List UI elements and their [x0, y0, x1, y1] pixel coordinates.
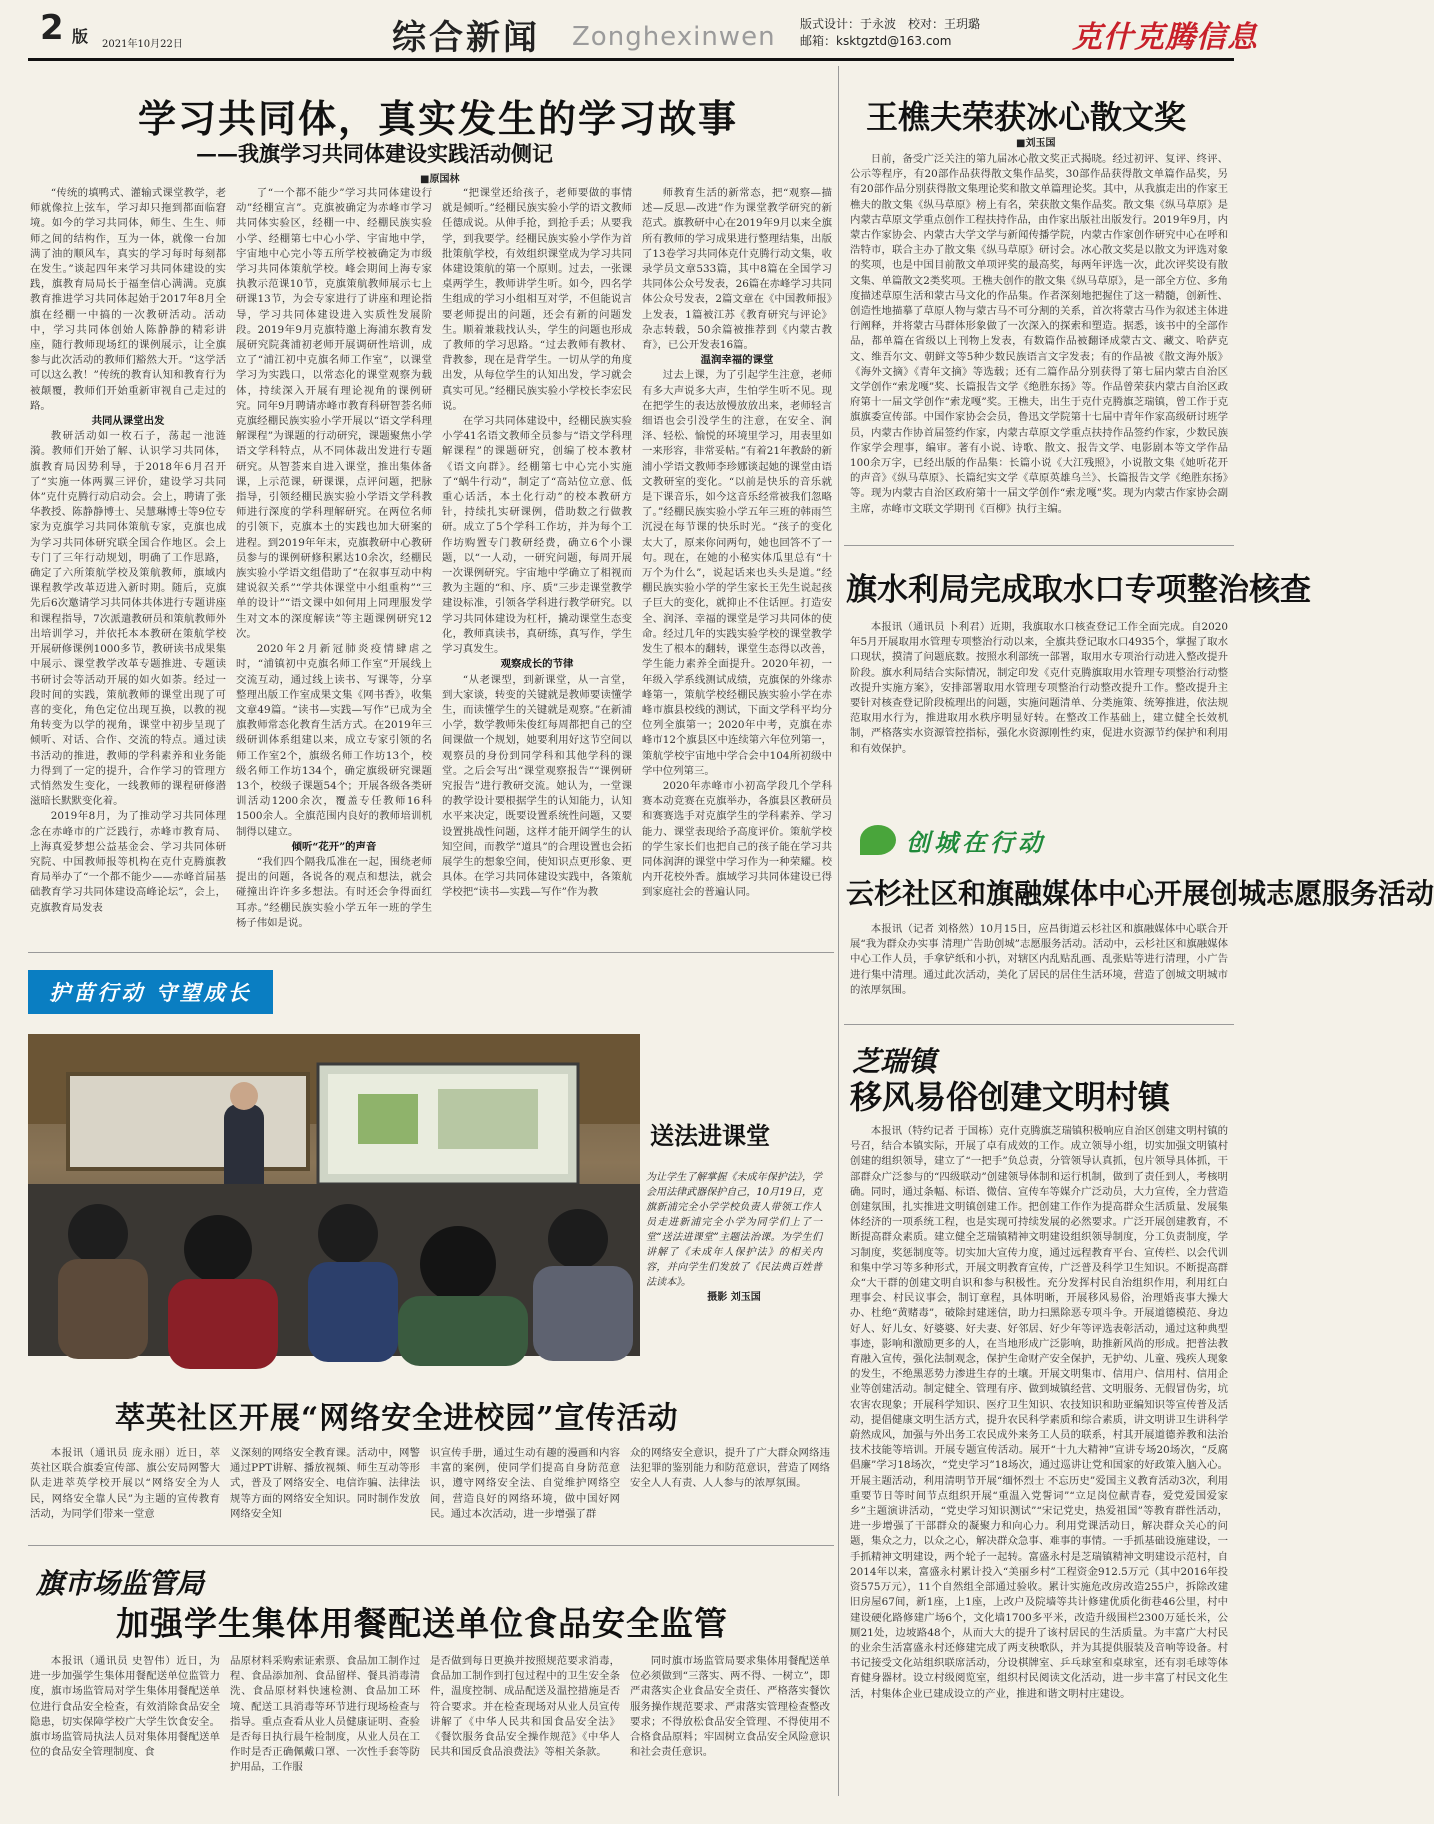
paragraph: 本报讯（通讯员 庞永丽）近日，萃英社区联合旗委宣传部、旗公安局网警大队走进萃英学校开展以“网络安全为人民，网络安全靠人民”为主题的宣传教育活动，为同学们带来一堂意 — [30, 1447, 220, 1520]
article-column — [230, 1446, 420, 1538]
section-banner: 护苗行动 守望成长 — [28, 970, 273, 1014]
paragraph: 识宣传手册，通过生动有趣的漫画和内容丰富的案例，使同学们提高自身防范意识，遵守网络安全法、自觉维护网络空间，营造良好的网络环境，做中国好网民。通过本次活动，进一步增强了群 — [430, 1447, 620, 1520]
paragraph: 本报讯（通讯员 史智伟）近日，为进一步加强学生集体用餐配送单位监管力度，旗市场监管局对学生集体用餐配送单位进行食品安全检查，有效消除食品安全隐患，切实保障学校广大学生饮食安全。旗市场监管局执法人员对集体用餐配送单位的食品安全管理制度、食 — [30, 1655, 220, 1759]
caption-text: 为让学生了解掌握《未成年保护法》，学会用法律武器保护自己，10月19日，克旗新浦完全小学学校负责人带领工作人员走进新浦完全小学为同学们上了一堂“送法进课堂”主题法治课。为学生们讲解了《未成年人保护法》的相关内容，并向学生们发放了《民法典百姓普法读本》。 — [646, 1172, 822, 1288]
paragraph: 同时旗市场监管局要求集体用餐配送单位必须做到“三落实、两不得、一树立”，即严肃落实企业食品安全责任、严格落实餐饮服务操作规范要求、严肃落实管理检查整改要求；不得放松食品安全管理、不得使用不合格食品原料；牢固树立食品安全风险意识和社会责任意识。 — [630, 1655, 830, 1759]
article-title: 移风易俗创建文明村镇 — [850, 1078, 1171, 1116]
paragraph: 义深刻的网络安全教育课。活动中，网警通过PPT讲解、播放视频、师生互动等形式，普及了网络安全、电信诈骗、法律法规等方面的网络安全知识。同时制作发放网络安全知 — [230, 1447, 420, 1520]
paragraph: 过去上课，为了引起学生注意，老师有多大声说多大声，生怕学生听不见。现在把学生的表达放慢放放出来，老师轻言细语也会引没学生的注意，在安全、润泽、轻松、愉悦的环境里学习，用表里如一来形容，非常妥帖。”有着21年教龄的新浦小学语文教师李珍娜谈起她的课堂由语文教研室的变化。“以前是快乐的音乐就是下课音乐，如今这音乐经常被我们忽略了。”经棚民族实验小学五年三班的韩雨竺沉浸在每节课的快乐时光。“孩子的变化太大了，原来你问两句，她也回答不了一句。现在，在她的小秘实体瓜里总有“十万个为什么”，说起话来也头头是道。”经棚民族实验小学的学生家长王先生说起孩子巨大的变化，就抑止不住话匣。打造安全、润泽、幸福的课堂是学习共同体的使命。经过几年的实践实验学校的课堂教学发生了根本的翻转，课堂生态得以改善，学生能力素养全面提升。2020年初，一年级入学系线测试成绩，克旗保的外缘赤峰第一，策航学校经棚民族实验小学在赤峰市旗县校线的测试，下面文学科平均分位列全旗第一；2020年中考，克旗在赤峰市12个旗县区中连续第六年位列第一，策航学校宇宙地中学合会中104所初级中学中位列第三。 — [642, 369, 832, 777]
leaf-icon — [860, 825, 896, 855]
article-column — [442, 186, 632, 942]
paragraph: 师教育生活的新常态，把“观察—描述—反思—改进”作为课堂教学研究的新范式。旗教研中心在2019年9月以来全旗所有教师的学习成果进行整理结集，出版了13卷学习共同体克什克腾行动文集，收录学员文章533篇，其中8篇在全国学习共同体公众号发表，26篇在赤峰学习共同体公众号发表，2篇文章在《中国教师报》上发表，1篇被江苏《教育研究与评论》杂志转载，50余篇被推荐到《内蒙古教育》，已公开发表16篇。 — [642, 187, 832, 352]
subheading: 观察成长的节律 — [500, 658, 574, 671]
article-body — [850, 620, 1228, 806]
subheading: 倾听“花开”的声音 — [291, 840, 377, 853]
editor-info — [800, 16, 980, 50]
photo-caption — [646, 1170, 822, 1305]
article-column — [30, 1654, 220, 1794]
article-title: 旗水利局完成取水口专项整治核查 — [846, 572, 1311, 608]
paragraph: 是否做到每日更换并按照规范要求消毒，食品加工制作到打包过程中的卫生安全条件，温度控制、成品配送及温控措施是否符合要求。并在检查现场对从业人员宣传讲解了《中华人民共和国食品安全法》《餐饮服务食品安全操作规范》《中华人民共和国反食品浪费法》等相关条款。 — [430, 1655, 620, 1759]
design-credit: 版式设计：于永波 校对：王玥璐 — [800, 17, 981, 31]
paragraph: 了“一个都不能少”学习共同体建设行动”经棚宣言”。克旗被确定为赤峰市学习共同体实验区，经棚一中、经棚民族实验小学、经棚第七中心小学、宇宙地中学，宇宙地中心完小等五所学校被确定为市级学习共同体策航学校。峰会期间上海专家执教示范课10节，克旗策航教师展示七上研课13节，为会专家进行了讲座和理论指导，学习共同体建设进入实质性发展阶段。2019年9月克旗特邀上海浦东教育发展研究院龚浦初老师开展调研性培训，成立了“浦江初中克旗名师工作室”，以课堂学习为实践口，以常态化的课堂观察为载体，持续深入开展有理论视角的课例研究。同年9月聘请赤峰市教育科研智荟名师克旗经棚民族实验小学开展以“语文学科理解课程”为课题的行动研究，课题聚焦小学语文学科特点，从不同体裁出发进行专题研究。从智荟来自进入课堂，推出集体备课，上示范课，研课课，点评问题，把脉指导，引领经棚民族实验小学语文学科教师进行深度的学科理解研究。在两位名师的引领下，克旗本土的实践也加大研案的进程。到2019年年末，克旗教研中心教研员参与的课例研修积累达10余次，经棚民族实验小学语文组借助了“在叙事互动中构建说叙关系”“学共体课堂中小组重构”“三单的设计”“语文课中如何用上同理服发学生对文本的深度解读”等主题课例研究12次。 — [236, 187, 432, 640]
article-column — [230, 1654, 420, 1794]
section-title: 综合新闻 — [392, 18, 540, 58]
paragraph: 2020年2月新冠肺炎疫情肆虐之时，“浦镇初中克旗名师工作室”开展线上交流互动，通过线上读书、写课等，分享整理出版工作室成果文集《网书香》，收集文章49篇。“读书—实践—写作”已成为全旗教师常态化教育生活方式。在2019年三级研训体系组建以来，成立专家引领的名师工作室2个，旗级名师工作坊13个，校级名师工作坊134个，确定旗级研究课题13个，校级子课题54个；开展各级各类研训活动1200余次，覆盖专任教师16科1500余人。全旗范围内良好的教师培训机制得以建立。 — [236, 643, 432, 838]
paragraph: 在学习共同体建设中，经棚民族实验小学41名语文教师全员参与“语文学科理解课程”的课题研究，创编了校本教材《语文向群》。经棚第七中心完小实施了“蜗牛行动”，制定了“高站位立意、低重心话活，本土化行动”的校本教研方针，持续扎实研课例，借助数之行做教研。成立了5个学科工作坊，并为每个工作坊购置专门教研经费，确立6个小课题，以“一人动，一研究问题，每周开展一次课例研究。宇宙地中学确立了相视而教为主题的“和、序、质”三步走课堂教学建设标准，引领各学科进行教学研究。以学习共同体建设为杠杆，撬动课堂生态变化，教师真读书，真研练，真写作，学生学习真发生。 — [442, 415, 632, 656]
article-title: 学习共同体，真实发生的学习故事 — [138, 96, 739, 141]
paragraph: 本报讯（特约记者 于国栋）克什克腾旗芝瑞镇积极响应自治区创建文明村镇的号召，结合本镇实际，开展了卓有成效的工作。成立领导小组，切实加强文明镇村创建的组织领导，建立了“一把手”负总责，分管领导认真抓，包片领导具体抓，干部群众广泛参与的“四级联动”创建领导体制和运行机制，做到了责任到人，考核明确。同时，通过条幅、标语、微信、宣传车等媒介广泛动员，大力宣传，全力营造创建氛围，扎实推进文明镇创建工作。把创建工作作为提高群众生活质量、发展集体经济的一项系统工程，也是实现可持续发展的必然要求。广泛开展创建教育，不断提高群众素质。建立健全芝瑞镇精神文明建设组织领导制度，分工负责制度，学习制度，奖惩制度等。切实加大宣传力度，通过远程教育平台、宣传栏、以会代训和集中学习等多种形式，开展文明教育宣传，广泛普及科学卫生知识。不断提高群众“大干群的创建文明自识和参与积极性。充分发挥村民自治组织作用，利用红白理事会、村民议事会，制订章程，具体明晰，开展移风易俗，治理婚丧事大操大办、杜绝“黄赌毒”，破除封建迷信，助力扫黑除恶专项斗争。开展道德模范、身边好人、好儿女、好婆婆、好夫妻、好邻居、好少年等评选表彰活动，通过这种典型事迹，影响和激励更多的人，在当地形成广泛影响，助推新风尚的形成。把普法教育融入宣传，强化法制观念，保护生命财产安全保护，无护幼、儿童、残疾人现象的发生，不绝黑恶势力渗进生存的土壤。开展文明集市、信用户、信用村、信用企业等创建活动。制定健全、管理有序、做到城镇经营、文明服务、无假冒伪劣，坑农害农现象；开展科学知识、医疗卫生知识、农技知识和助亚编知识等宣传普及活动，提倡健康文明生活方式，提升农民科学素质和综合素质，讲文明讲卫生讲科学蔚然成风，加强与外出务工农民成外来务工人员的联系，村其开展道德养教和法治技术技能等培训。开展专题宣传活动。展开“十九大精神”宣讲专场20场次，“反腐倡廉”学习18场次，“党史学习”18场次，通过巡讲让党和国家的好政策入脑入心。开展主题活动，利用清明节开展“缅怀烈士 不忘历史”爱国主义教育活动3次，利用重要节日等时间节点组织开展“重温入党誓词”“立足岗位献青春，爱党爱国爱家乡”主题演讲活动，“党史学习知识测试”“宋记党史，热爱祖国”等教育群性活动，进一步增强了干部群众的凝聚力和向心力。利用党课活动日，解决群众关心的问题，集众之力，以众之心，解决群众急事、难事的事情。一手抓基础设施建设，一手抓精神文明建设，两个轮子一起转。富盛永村是芝瑞镇精神文明建设示范村，自2014年以来，富盛永村累计投入“美丽乡村”工程资金912.5万元（其中2016年投资575万元），11个自然组全部通过验收。累计实施危改房改造255户，拆除改建旧房屋67间，新1座，上1座，上改户及院墙等共计修建优质化街巷46公里，村中建设硬化路修建广场6个，文化墙1700多平米，改造升级围栏2300万延长米，公厕21处，边坡路48个，从而大大的提升了该村居民的生活质量。为丰富广大村民的业余生活富盛永村还修建完成了两支秧歌队，并为其提供服装及音响等设备。村书记接受文化站组织联席活动，分设棋牌室、乒乓球室和桌球室，还有羽毛球等体育健身器材。设立村级阅览室，组织村民阅读文化活动，进一步丰富了村民文化生活，村集体企业已建成设立的产业，推进和谐文明村庄建设。 — [850, 1125, 1228, 1700]
paragraph: 众的网络安全意识，提升了广大群众网络违法犯罪的鉴别能力和防范意识，营造了网络安全人人有责、人人参与的浓厚氛围。 — [630, 1447, 830, 1490]
header-rule — [28, 58, 1234, 61]
photo-credit: 摄影 刘玉国 — [707, 1292, 761, 1303]
page-number: 2 — [40, 8, 64, 48]
article-byline: ■原国林 — [420, 174, 460, 185]
subheading: 共同从课堂出发 — [91, 415, 165, 428]
section-banner — [860, 818, 1190, 862]
section-divider — [28, 1545, 834, 1546]
paragraph: 日前，备受广泛关注的第九届冰心散文奖正式揭晓。经过初评、复评、终评、公示等程序，有20部作品获得散文集作品奖，30部作品获得散文单篇作品奖，另有20部作品分别获得散文集理论奖和散文单篇理论奖。其中，从我旗走出的作家王樵夫的散文集《纵马草原》榜上有名，荣获散文集作品奖。散文集《纵马草原》是内蒙古草原文学重点创作工程扶持作品，由作家出版社出版发行。2019年9月，内蒙古作家协会、内蒙古大学文学与新闻传播学院，内蒙古作家创作研究中心在呼和浩特市，联合主办了散文集《纵马草原》研讨会。冰心散文奖是以散文为评选对象的奖项，也是中国目前散文单项评奖的最高奖，每两年评选一次，此次评奖设有散文集、单篇散文2类奖项。王樵夫创作的散文集《纵马草原》，是一部全方位、多角度描述草原生活和蒙古马文化的作品集。作者深刻地把握住了这一精髓，创新性、创造性地描摹了草原人物与蒙古马不可分割的关系，首次将蒙古马作为叙述主体进行阐释，并将蒙古马群体形象做了一次深入的探索和塑造。据悉，该书中的全部作品，都单篇在省级以上刊物上发表，有数篇作品被翻译成蒙古文、藏文、哈萨克文、维吾尔文、朝鲜文等5种少数民族语言文字发表；有的作品被《散文海外版》《海外文摘》《青年文摘》等选载；还有二篇作品分别获得了第七届内蒙古自治区文学创作“索龙嘎”奖、长篇报告文学《绝胜东扬》等。作品曾荣获内蒙古自治区政府第十一届文学创作“索龙嘎”奖。王樵夫，出生于克什克腾旗芝瑞镇，曾工作于克旗旗委宣传部。中国作家协会会员，鲁迅文学院第十七届中青年作家高级研讨班学员，内蒙古作协首届签约作家，内蒙古草原文学重点扶持作品签约作家，少数民族作家学会理事，编审。著有小说、诗歌、散文、报告文学、电影剧本等文学作品100余万字，已经出版的作品集：长篇小说《大江残照》，小说散文集《她听花开的声音》《纵马草原》、长篇纪实文学《草原英雄乌兰》、长篇报告文学《绝胜东扬》等。现为内蒙古自治区政府第十一届文学创作“索龙嘎”奖。现为内蒙古作家协会副主席，赤峰市文联文学期刊《百柳》执行主编。 — [850, 153, 1228, 515]
newspaper-logo: 克什克腾信息 — [1072, 20, 1258, 55]
page-suffix: 版 — [72, 27, 89, 46]
paragraph: “我们四个隔我瓜准在一起，围绕老师提出的问题，各说各的观点和想法，就会碰撞出许许多多想法。有时还会争得面红耳赤。”经棚民族实验小学五年一班的学生杨子伟如是说。 — [236, 855, 432, 929]
article-column — [236, 186, 432, 942]
article-column — [30, 186, 226, 942]
article-column — [642, 186, 832, 942]
article-body — [850, 1124, 1228, 1794]
classroom-illustration — [28, 1034, 640, 1356]
article-body — [850, 152, 1228, 538]
article-byline: ■刘玉国 — [1016, 138, 1056, 149]
article-column — [430, 1654, 620, 1794]
article-title: 加强学生集体用餐配送单位食品安全监管 — [116, 1604, 728, 1643]
paragraph: 2019年8月，为了推动学习共同体理念在赤峰市的广泛践行，赤峰市教育局、上海真爱梦想公益基金会、学习共同体研究院、中国教师报等机构在克什克腾旗教育局举办了“一个都不能少——赤峰首届基础教育学习共同体建设高峰论坛”，会上，克旗教育局发表 — [30, 810, 226, 914]
article-subtitle: ——我旗学习共同体建设实践活动侧记 — [196, 141, 553, 166]
article-column — [30, 1446, 220, 1538]
issue-date: 2021年10月22日 — [102, 39, 183, 50]
paragraph: 本报讯（通讯员 卜利君）近期，我旗取水口核查登记工作全面完成。自2020年5月开展取用水管理专项整治行动以来，全旗共登记取水口4935个，掌握了取水口现状，摸清了问题底数。按照水利部统一部署，取用水专项治行动进入整改提升阶段。旗水利局结合实际情况，制定印发《克什克腾旗取用水管理专项整治行动整改提升实施方案》，安排部署取用水管理专项整治行动整改提升工作。整改提升主要针对核查登记阶段梳理出的问题，实施问题清单、分类施策、统筹推进，依法规范取用水行为，推进取用水秩序明显好转。在整改工作基础上，建立健全长效机制，严格落实水资源管控指标，强化水资源刚性约束，促进水资源节约保护和利用和有效保护。 — [850, 621, 1228, 755]
section-divider — [28, 952, 834, 953]
column-divider — [838, 66, 839, 1796]
article-column — [630, 1446, 830, 1538]
classroom-photo — [28, 1034, 640, 1356]
subheading: 温润幸福的课堂 — [700, 354, 774, 367]
paragraph: 品原材料采购索证索票、食品加工制作过程、食品添加剂、食品留样、餐具消毒清洗、食品原材料快速检测、食品加工环境、配送工具消毒等环节进行现场检查与指导。重点查看从业人员健康证明、查验是否每日执行晨午检制度，从业人员在工作时是否正确佩戴口罩、一次性手套等防护用品，工作服 — [230, 1655, 420, 1774]
paragraph: 2020年赤峰市小初高学段几个学科赛本动竞赛在克旗举办，各旗县区教研员和赛赛选手对克旗学生的学科素养、学习能力、课堂表现给予高度评价。策航学校的学生家长们也把自己的孩子能在学习共同体润湃的课堂中学习作为一种荣耀。校内开花校外香。旗域学习共同体建设已得到家庭社会的普遍认同。 — [642, 779, 832, 899]
section-divider — [844, 545, 1234, 546]
email-address[interactable]: 邮箱：ksktgztd@163.com — [800, 34, 952, 48]
article-column — [430, 1446, 620, 1538]
page-header — [0, 0, 1261, 62]
paragraph: “把课堂还给孩子，老师要做的事情就是倾听。”经棚民族实验小学的语文教师任德成说。从伸手抢，到抢手丢；从要我学，到我要学。经棚民族实验小学作为首批策航学校，有效组织课堂成为学习共同体建设策航的第一个原则。过去，一张课桌两学生，教师讲学生听。如今，四名学生组成的学习小组相互对学，不但能说言要老师提出的问题，还会有新的问题发生。顺着兼栽找认头，学生的问题也形成了教师的学习思路。“过去教师有教材、背教参，现在是背学生。一切从学的角度出发，从每位学生的认知出发，学习就会真实可见。”经棚民族实验小学校长李宏民说。 — [442, 187, 632, 412]
banner-label: 创城在行动 — [906, 827, 1046, 857]
article-title: 云杉社区和旗融媒体中心开展创城志愿服务活动 — [846, 877, 1434, 910]
paragraph: “传统的填鸭式、灌输式课堂教学，老师就像拉上弦车，学习却只拖到都面临窘境。如今的学习共同体，师生、生生、师师之间的结构作，互为一体，就像一台加满了油的顺风车，真实的学习每时每刻都在发生。”谈起四年来学习共同体建设的实践，旗教育局局长于福奎信心满满。克旗教育推进学习共同体起始于2017年8月全旗在经棚一中搞的一次教研活动。活动中，学习共同体创始人陈静静的精彩讲座，随行教师现场红的课例展示，让全旗参与此次活动的教师们豁然大开。“这学活可以这么教！”传统的教育认知和教育行为被颠覆，教师们开始重新审视自己走过的路。 — [30, 187, 226, 412]
article-body — [850, 922, 1228, 1018]
section-divider — [844, 1024, 1234, 1025]
article-kicker: 旗市场监管局 — [36, 1567, 205, 1600]
paragraph: 教研活动如一枚石子，荡起一池涟漪。教师们开始了解、认识学习共同体，旗教育局因势利导，于2018年6月召开了“实施一体两翼三评价，建设学习共同体”克什克腾行动启动会。会上，聘请了张华教授、陈静静博士、吴慧琳博士等9位专家为克旗学习共同体策航专家，克旗也成为学习共同体研究联全国合作地区。会上专门了三年行动规划，明确了工作思路，确定了六所策航学校及策航教师，旗域内课程教学改革迈进入新时期。随后，克旗先后6次邀请学习共同体共体进行专题讲座和课程指导，7次派遣教研员和策航教师外出培训学习，并依托本本教研在策航学校开展研修课例1000多节，教研读书成果集中展示、课堂教学改革专题推进、专题读书研讨会等活动开展的如火如荼。经过一段时间的实践，策航教师的课堂出现了可喜的变化，角色定位出现互换，以教的视角转变为以学的视角，课堂中初步呈现了倾听、对话、合作、交流的特点。通过读书活动的推进，教师的学科素养和业务能力得到了一定的提升，合作学习的管理方式悄然发生变化，一线教师的课程研修潜滋暗长默默变化着。 — [30, 430, 226, 808]
article-title: 萃英社区开展“网络安全进校园”宣传活动 — [115, 1401, 679, 1436]
section-pinyin: Zonghexinwen — [572, 22, 776, 52]
article-title: 王樵夫荣获冰心散文奖 — [866, 98, 1187, 136]
paragraph: 本报讯（记者 刘格然）10月15日，应昌街道云杉社区和旗融媒体中心联合开展“我为群众办实事 清理广告助创城”志愿服务活动。活动中，云杉社区和旗融媒体中心工作人员，手拿铲纸和小扒，对辖区内乱贴乱画、乱张贴等进行清理，小广告进行集中清理。通过此次活动，美化了居民的居住生活环境，营造了创城文明城市的浓厚氛围。 — [850, 923, 1228, 996]
photo-title: 送法进课堂 — [650, 1121, 770, 1150]
paragraph: “从老课型，到新课堂，从一言堂，到大家谈，转变的关键就是教师要读懂学生，而读懂学生的关键就是观察。”在新浦小学，数学教师朱俊红每周都把自己的空间课做一个规划，她要利用好这节空间以观察员的身份到同学科和其他学科的课堂。之后会写出“课堂观察报告”“课例研究报告”进行教研交流。她认为，一堂课的教学设计要根据学生的认知能力，认知水平来决定，既要设置系统性问题，又要设置挑战性问题，这样才能开阔学生的认知空间，而教学“道具”的合理设置也会拓展学生的想象空间，使知识点更形象、更具体。在学习共同体建设实践中，各策航学校把“读书—实践—写作”作为教 — [442, 673, 632, 899]
article-column — [630, 1654, 830, 1794]
article-kicker: 芝瑞镇 — [852, 1045, 937, 1078]
